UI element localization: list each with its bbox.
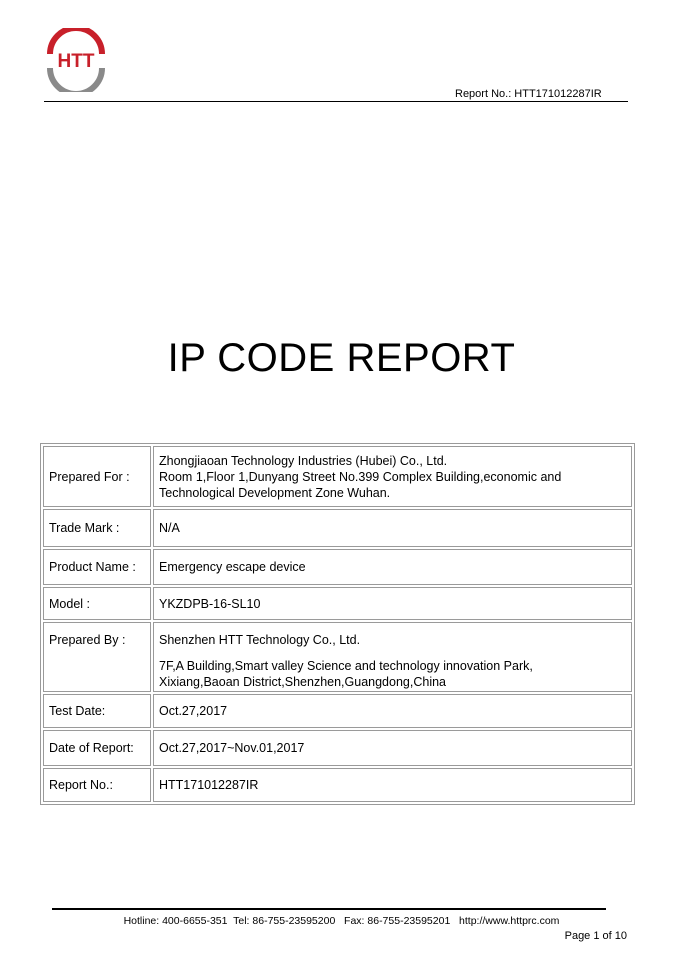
trade-mark-label: Trade Mark : [43, 509, 151, 547]
prepared-for-address-line1: Room 1,Floor 1,Dunyang Street No.399 Complex Building,economic and [159, 469, 562, 484]
page-number: Page 1 of 10 [564, 930, 627, 942]
date-of-report-value: Oct.27,2017~Nov.01,2017 [153, 730, 632, 766]
trade-mark-value: N/A [153, 509, 632, 547]
footer-divider [52, 908, 606, 910]
prepared-for-address-line2: Technological Development Zone Wuhan. [159, 485, 391, 500]
test-date-value: Oct.27,2017 [153, 694, 632, 728]
test-date-label: Test Date: [43, 694, 151, 728]
page-title: IP CODE REPORT [167, 336, 516, 380]
prepared-by-address-line2: Xixiang,Baoan District,Shenzhen,Guangdong,China [159, 675, 446, 689]
prepared-by-address-line1: 7F,A Building,Smart valley Science and technology innovation Park, [159, 659, 533, 673]
date-of-report-label: Date of Report: [43, 730, 151, 766]
table-row-prepared-by [43, 622, 632, 692]
table-row-date-of-report [43, 730, 632, 766]
prepared-for-label: Prepared For : [43, 446, 151, 507]
product-name-value: Emergency escape device [153, 549, 632, 585]
model-value: YKZDPB-16-SL10 [153, 587, 632, 620]
table-row-prepared-for [43, 446, 632, 507]
header-divider [44, 101, 628, 102]
table-row-test-date [43, 694, 632, 728]
table-row-model [43, 587, 632, 620]
htt-logo [44, 28, 108, 92]
table-row-trade-mark [43, 509, 632, 547]
header-report-number: Report No.: HTT171012287IR [455, 88, 602, 100]
table-row-product-name [43, 549, 632, 585]
prepared-for-value [153, 446, 632, 507]
table-row-report-no [43, 768, 632, 802]
prepared-for-company: Zhongjiaoan Technology Industries (Hubei) Co., Ltd. [159, 453, 448, 468]
product-name-label: Product Name : [43, 549, 151, 585]
logo-text: HTT [57, 51, 95, 72]
model-label: Model : [43, 587, 151, 620]
report-details-table [40, 443, 635, 805]
prepared-by-company: Shenzhen HTT Technology Co., Ltd. [159, 633, 361, 647]
footer-contact-info: Hotline: 400-6655-351 Tel: 86-755-23595200 Fax: 86-755-23595201 http://www.httprc.com [123, 915, 560, 927]
report-no-value: HTT171012287IR [153, 768, 632, 802]
report-no-label: Report No.: [43, 768, 151, 802]
prepared-by-value [153, 622, 632, 692]
prepared-by-label: Prepared By : [43, 622, 151, 692]
